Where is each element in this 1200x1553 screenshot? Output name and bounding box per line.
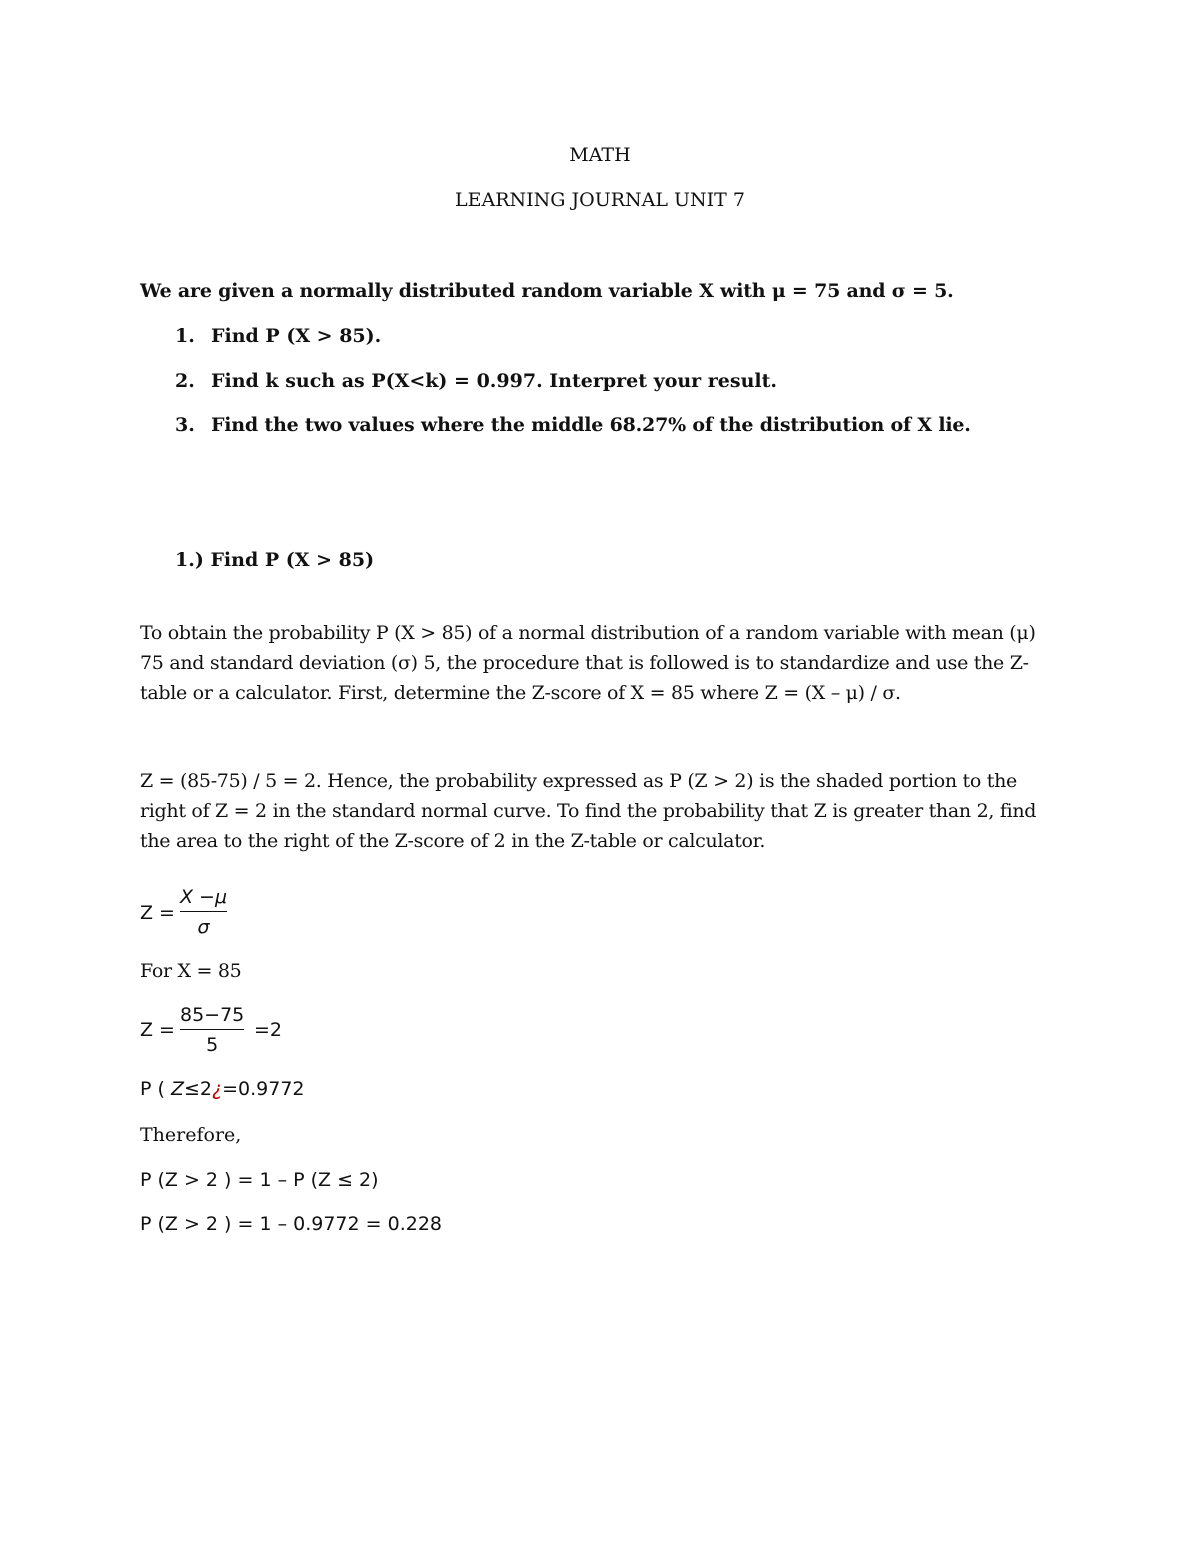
therefore-text: Therefore, <box>140 1124 242 1146</box>
z-formula-denominator: σ <box>197 916 210 938</box>
z-calc-numerator: 85−75 <box>180 1004 245 1026</box>
cdf-line <box>140 1078 305 1100</box>
result-equation: P (Z > 2 ) = 1 – 0.9772 = 0.228 <box>140 1213 443 1235</box>
question-1-text: Find P (X > 85). <box>211 325 382 347</box>
fraction-bar <box>180 1029 244 1030</box>
page-subtitle: LEARNING JOURNAL UNIT 7 <box>455 189 745 211</box>
question-1-number: 1. <box>175 325 195 347</box>
section-1-heading: 1.) Find P (X > 85) <box>175 549 375 571</box>
complement-equation: P (Z > 2 ) = 1 – P (Z ≤ 2) <box>140 1169 379 1191</box>
cdf-render-glyph: ¿ <box>212 1078 223 1100</box>
z-calc-rhs: =2 <box>254 1019 283 1041</box>
z-calc-denominator: 5 <box>206 1034 219 1056</box>
z-formula-fraction <box>180 886 227 938</box>
z-formula-numerator: X −μ <box>180 886 228 908</box>
question-3-number: 3. <box>175 414 195 436</box>
section-1-paragraph-1: To obtain the probability P (X > 85) of a normal distribution of a random variable with mean (μ) 75 and standard deviation (σ) 5, the procedure that is followed is to standardize and use the Z-table or a calculator. First, determine the Z-score of X = 85 where Z = (X – μ) / σ. <box>140 622 1036 704</box>
question-2-text: Find k such as P(X<k) = 0.997. Interpret your result. <box>211 370 778 392</box>
cdf-value: =0.9772 <box>222 1078 305 1100</box>
cdf-variable: Z <box>170 1078 184 1100</box>
cdf-open: P ( <box>140 1078 165 1100</box>
section-1-paragraph-2: Z = (85-75) / 5 = 2. Hence, the probability expressed as P (Z > 2) is the shaded portion to the right of Z = 2 in the standard normal curve. To find the probability that Z is greater than 2, find the area to the right of the Z-score of 2 in the Z-table or calculator. <box>140 770 1037 852</box>
question-2-number: 2. <box>175 370 195 392</box>
z-calc-fraction <box>180 1004 244 1056</box>
fraction-bar <box>180 911 227 912</box>
question-3-text: Find the two values where the middle 68.27% of the distribution of X lie. <box>211 414 971 436</box>
for-x-line: For X = 85 <box>140 960 242 982</box>
intro-text: We are given a normally distributed random variable X with μ = 75 and σ = 5. <box>140 280 954 302</box>
z-formula-lhs: Z = <box>140 902 175 924</box>
z-calc-lhs: Z = <box>140 1019 175 1041</box>
page-title: MATH <box>569 144 631 166</box>
cdf-bound: ≤2 <box>184 1078 213 1100</box>
